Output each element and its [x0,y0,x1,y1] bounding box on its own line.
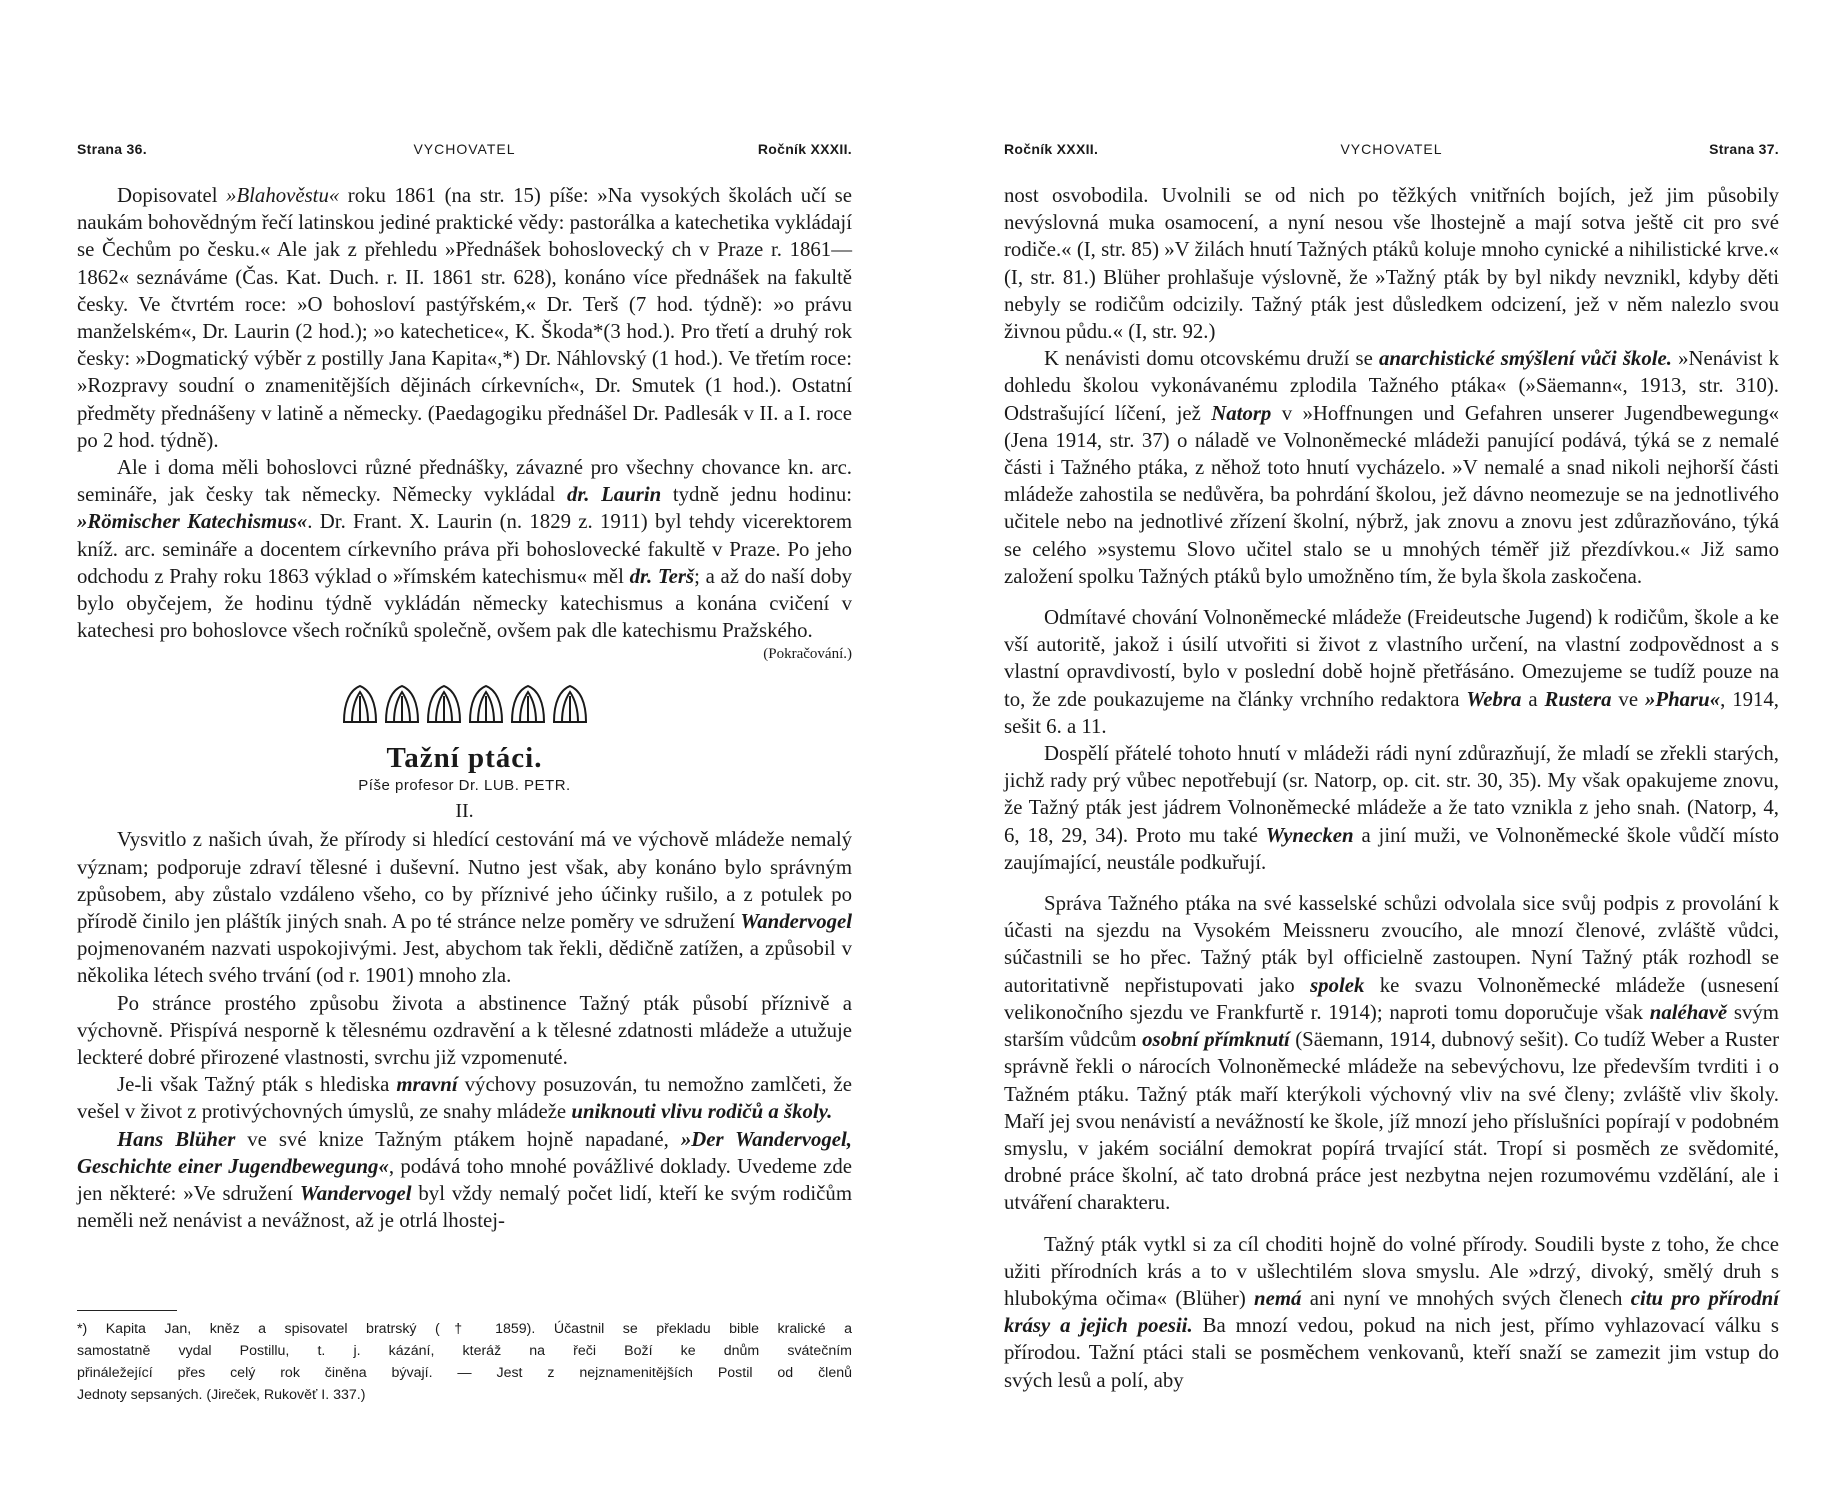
right-page [919,0,1838,1500]
article-title: Tažní ptáci. [386,742,543,775]
paragraph: Správa Tažného ptáka na své kasselské schůzi odvolala sice svůj podpis z provolání k účasti na sjezdu na Vysokém Meissneru zvoucího, ale mnozí členové, zvláště vůdci, súčastnili se ho přec. Tažný pták byl officielně zastoupen. Nyní Tažný pták rozhodl se autoritativně nepřistupovati jako spolek ke svazu Volnoněmecké mládeže (usnesení velikonočního sjezdu ve Frankfurtě r. 1914); naproti tomu doporučuje však naléhavě svým starším vůdcům osobní přímknutí (Säemann, 1914, dubnový sešit). Co tudíž Weber a Ruster správně řekli o nárocích Volnoněmecké mládeže na sebevýchovu, lze především tvrditi i o Tažném ptáku. Tažný pták maří kterýkoli výchovný vliv na své členy; zvláště vliv školy. Maří jej svou nenávistí a nevážností ke škole, jíž mnozí jeho příslušníci popírají v podobném smyslu, v jakém sociální demokrat popírá trvající stát. Tropí si posměch ze svědomité, drobné práce školní, ač tato drobná práce jest nezbytna nejen rozumovému vzdělání, ale i utváření charakteru. [1004,892,1779,1215]
volume-label: Ročník XXXII. [757,141,852,157]
left-text-column [77,182,852,1235]
footnote-line: Jednoty sepsaných. (Jireček, Rukověť I. 337.) [77,1387,366,1403]
footnote [77,1318,852,1406]
paragraph: nost osvobodila. Uvolnili se od nich po těžkých vnitřních bojích, jež jim působily nevýslovná muka osamocení, a nyní nesou vše lhostejně a mají sotva ještě cit pro své rodiče.« (I, str. 85) »V žilách hnutí Tažných ptáků koluje mnoho cynické a nihilistické krve.« (I, str. 81.) Blüher prohlašuje výslovně, že »Tažný pták by byl nikdy nevznikl, kdyby děti nebyly se rodičům odcizily. Tažný pták jest důsledkem odcizení, jež v něm nalezlo svou živnou půdu.« (I, str. 92.) [1004,184,1779,344]
footnote-line: *) Kapita Jan, kněz a spisovatel bratrský († 1859). Účastnil se překladu bible kralické a [77,1321,852,1337]
continued-note: (Pokračování.) [763,646,852,663]
article-byline: Píše profesor Dr. LUB. PETR. [358,777,571,795]
journal-title: VYCHOVATEL [413,141,516,157]
right-running-head [1004,141,1779,161]
footnote-line: samostatně vydal Postillu, t. j. kázání, kteráž na řeči Boží ke dnům svátečním [77,1343,852,1359]
volume-label: Ročník XXXII. [1004,141,1099,157]
paragraph: Dospělí přátelé tohoto hnutí v mládeži rádi nyní zdůrazňují, že mladí se zřekli starých, jichž rady prý vůbec nepotřebují (sr. Natorp, op. cit. str. 30, 35). My však opakujeme znovu, že Tažný pták jest jádrem Volnoněmecké mládeže a že tato vznikla z jeho snah. (Natorp, 4, 6, 18, 29, 34). Proto mu také Wynecken a jiní muži, ve Volnoněmecké škole vůdčí místo zaujímající, neustále podkuřují. [1004,742,1779,874]
journal-title: VYCHOVATEL [1340,141,1443,157]
tulip-ornament-icon [77,682,852,726]
page-number: Strana 37. [1709,141,1779,157]
paragraph: Tažný pták vytkl si za cíl choditi hojně do volné přírody. Soudili byste z toho, že chce užiti přírodních krás a to v ušlechtilém slova smyslu. Ale »drzý, divoký, smělý druh s hlubokýma očima« (Blüher) nemá ani nyní ve mnohých svých členech citu pro přírodní krásy a jejich poesii. Ba mnozí vedou, pokud na nich jest, přímo vyhlazovací válku s přírodou. Tažní ptáci stali se posměchem venkovanů, kteří snaží se zamezit jim vstup do svých lesů a polí, aby [1004,1232,1779,1392]
section-number: II. [455,800,474,823]
page-number: Strana 36. [77,141,147,157]
paragraph: Je-li však Tažný pták s hlediska mravní výchovy posuzován, tu nemožno zamlčeti, že vešel v život z protivýchovných úmyslů, ze snahy mládeže uniknouti vlivu rodičů a školy. [77,1073,852,1124]
paragraph: Po stránce prostého způsobu života a abstinence Tažný pták působí příznivě a výchovně. Přispívá nesporně k tělesnému ozdravění a k tělesné zdatnosti mládeže a utužuje leckteré dobré přirozené vlastnosti, svrchu již vzpomenuté. [77,991,852,1070]
right-text-column [1004,182,1779,1394]
footnote-divider [77,1310,177,1311]
paragraph: Odmítavé chování Volnoněmecké mládeže (Freideutsche Jugend) k rodičům, škole a ke vší autoritě, jakož i úsilí utvořiti si život z vlastního určení, na vlastní zodpovědnost a s vlastní opravdivostí, bylo v poslední době hojně přetřásáno. Omezujeme se tudíž pouze na to, že zde poukazujeme na články vrchního redaktora Webra a Rustera ve »Pharu«, 1914, sešit 6. a 11. [1004,606,1779,738]
paragraph: Ale i doma měli bohoslovci různé přednášky, závazné pro všechny chovance kn. arc. semináře, jak česky tak německy. Německy vykládal dr. Laurin tydně jednu hodinu: »Römischer Katechismus«. Dr. Frant. X. Laurin (n. 1829 z. 1911) byl tehdy vicerektorem kníž. arc. semináře a docentem církevního práva při bohoslovecké fakultě v Praze. Po jeho odchodu z Prahy roku 1863 výklad o »římském katechismu« měl dr. Terš; a až do naší doby bylo obyčejem, že hodinu týdně vykládán německy katechismus a konána cvičení v katechesi pro bohoslovce všech ročníků společně, ovšem pak dle katechismu Pražského. [77,456,852,643]
paragraph: Hans Blüher ve své knize Tažným ptákem hojně napadané, »Der Wandervogel, Geschichte einer Jugendbewegung«, podává toho mnohé povážlivé doklady. Uvedeme zde jen některé: »Ve sdružení Wandervogel byl vždy nemalý počet lidí, kteří ke svým rodičům neměli než nenávist a nevážnost, až je otrlá lhostej- [77,1127,853,1233]
left-running-head [77,141,852,161]
paragraph: Vysvitlo z našich úvah, že přírody si hledící cestování má ve výchově mládeže nemalý význam; podporuje zdraví tělesné i duševní. Nutno jest však, aby konáno bylo správným způsobem, aby zůstalo vzdáleno všeho, co by příznivé jeho účinky rušilo, a z potulek po přírodě činilo jen pláštík jiných snah. A po té stránce nelze poměry ve sdružení Wandervogel pojmenovaném nazvati uspokojivými. Jest, abychom tak řekli, dědičně zatížen, a způsobil v několika létech svého trvání (od r. 1901) mnoho zla. [77,828,852,988]
paragraph: Dopisovatel »Blahověstu« roku 1861 (na str. 15) píše: »Na vysokých školách učí se naukám bohovědným řečí latinskou jediné praktické vědy: pastorálka a katechetika vykládají se Čechům po česku.« Ale jak z přehledu »Přednášek bohoslovecký ch v Praze r. 1861—1862« seznáváme (Čas. Kat. Duch. r. II. 1861 str. 628), konáno více přednášek na fakultě česky. Ve čtvrtém roce: »O bohosloví pastýřském,« Dr. Terš (7 hod. týdně): »o právu manželském«, Dr. Laurin (2 hod.); »o katechetice«, K. Škoda*(3 hod.). Pro třetí a druhý rok česky: »Dogmatický výběr z postilly Jana Kapita«,*) Dr. Náhlovský (1 hod.). Ve třetím roce: »Rozpravy soudní o znamenitějších dějinách církevních«, Dr. Smutek (1 hod.). Ostatní předměty přednášeny v latině a německy. (Paedagogiku přednášel Dr. Padlesák v II. a I. roce po 2 hod. týdně). [77,184,852,452]
paragraph: K nenávisti domu otcovskému druží se anarchistické smýšlení vůči škole. »Nenávist k dohledu školou vykonávanému zplodila Tažného ptáka« (»Säemann«, 1913, str. 310). Odstrašující líčení, jež Natorp v »Hoffnungen und Gefahren unserer Jugendbewegung« (Jena 1914, str. 37) o náladě ve Volnoněmecké mládeži panující podává, týká se z nemalé části i Tažného ptáka, z něhož toto hnutí vycházelo. »V nemalé a snad nikoli nejhorší části mládeže zahostila se nedůvěra, ba pohrdání školou, jež dávno neomezuje se na jednotlivého učitele nebo na jednotlivé zřízení školní, nýbrž, jak znovu a znovu jest zdůrazňováno, týká se celého »systemu Slovo učitel stalo se u mnohých téměř již přezdívkou.« Již samo založení spolku Tažných ptáků bylo umožněno tím, že byla škola zaskočena. [1004,347,1780,588]
footnote-line: přináležející přes celý rok činěna bývají. — Jest z nejznamenitějších Postil od členů [77,1365,852,1381]
